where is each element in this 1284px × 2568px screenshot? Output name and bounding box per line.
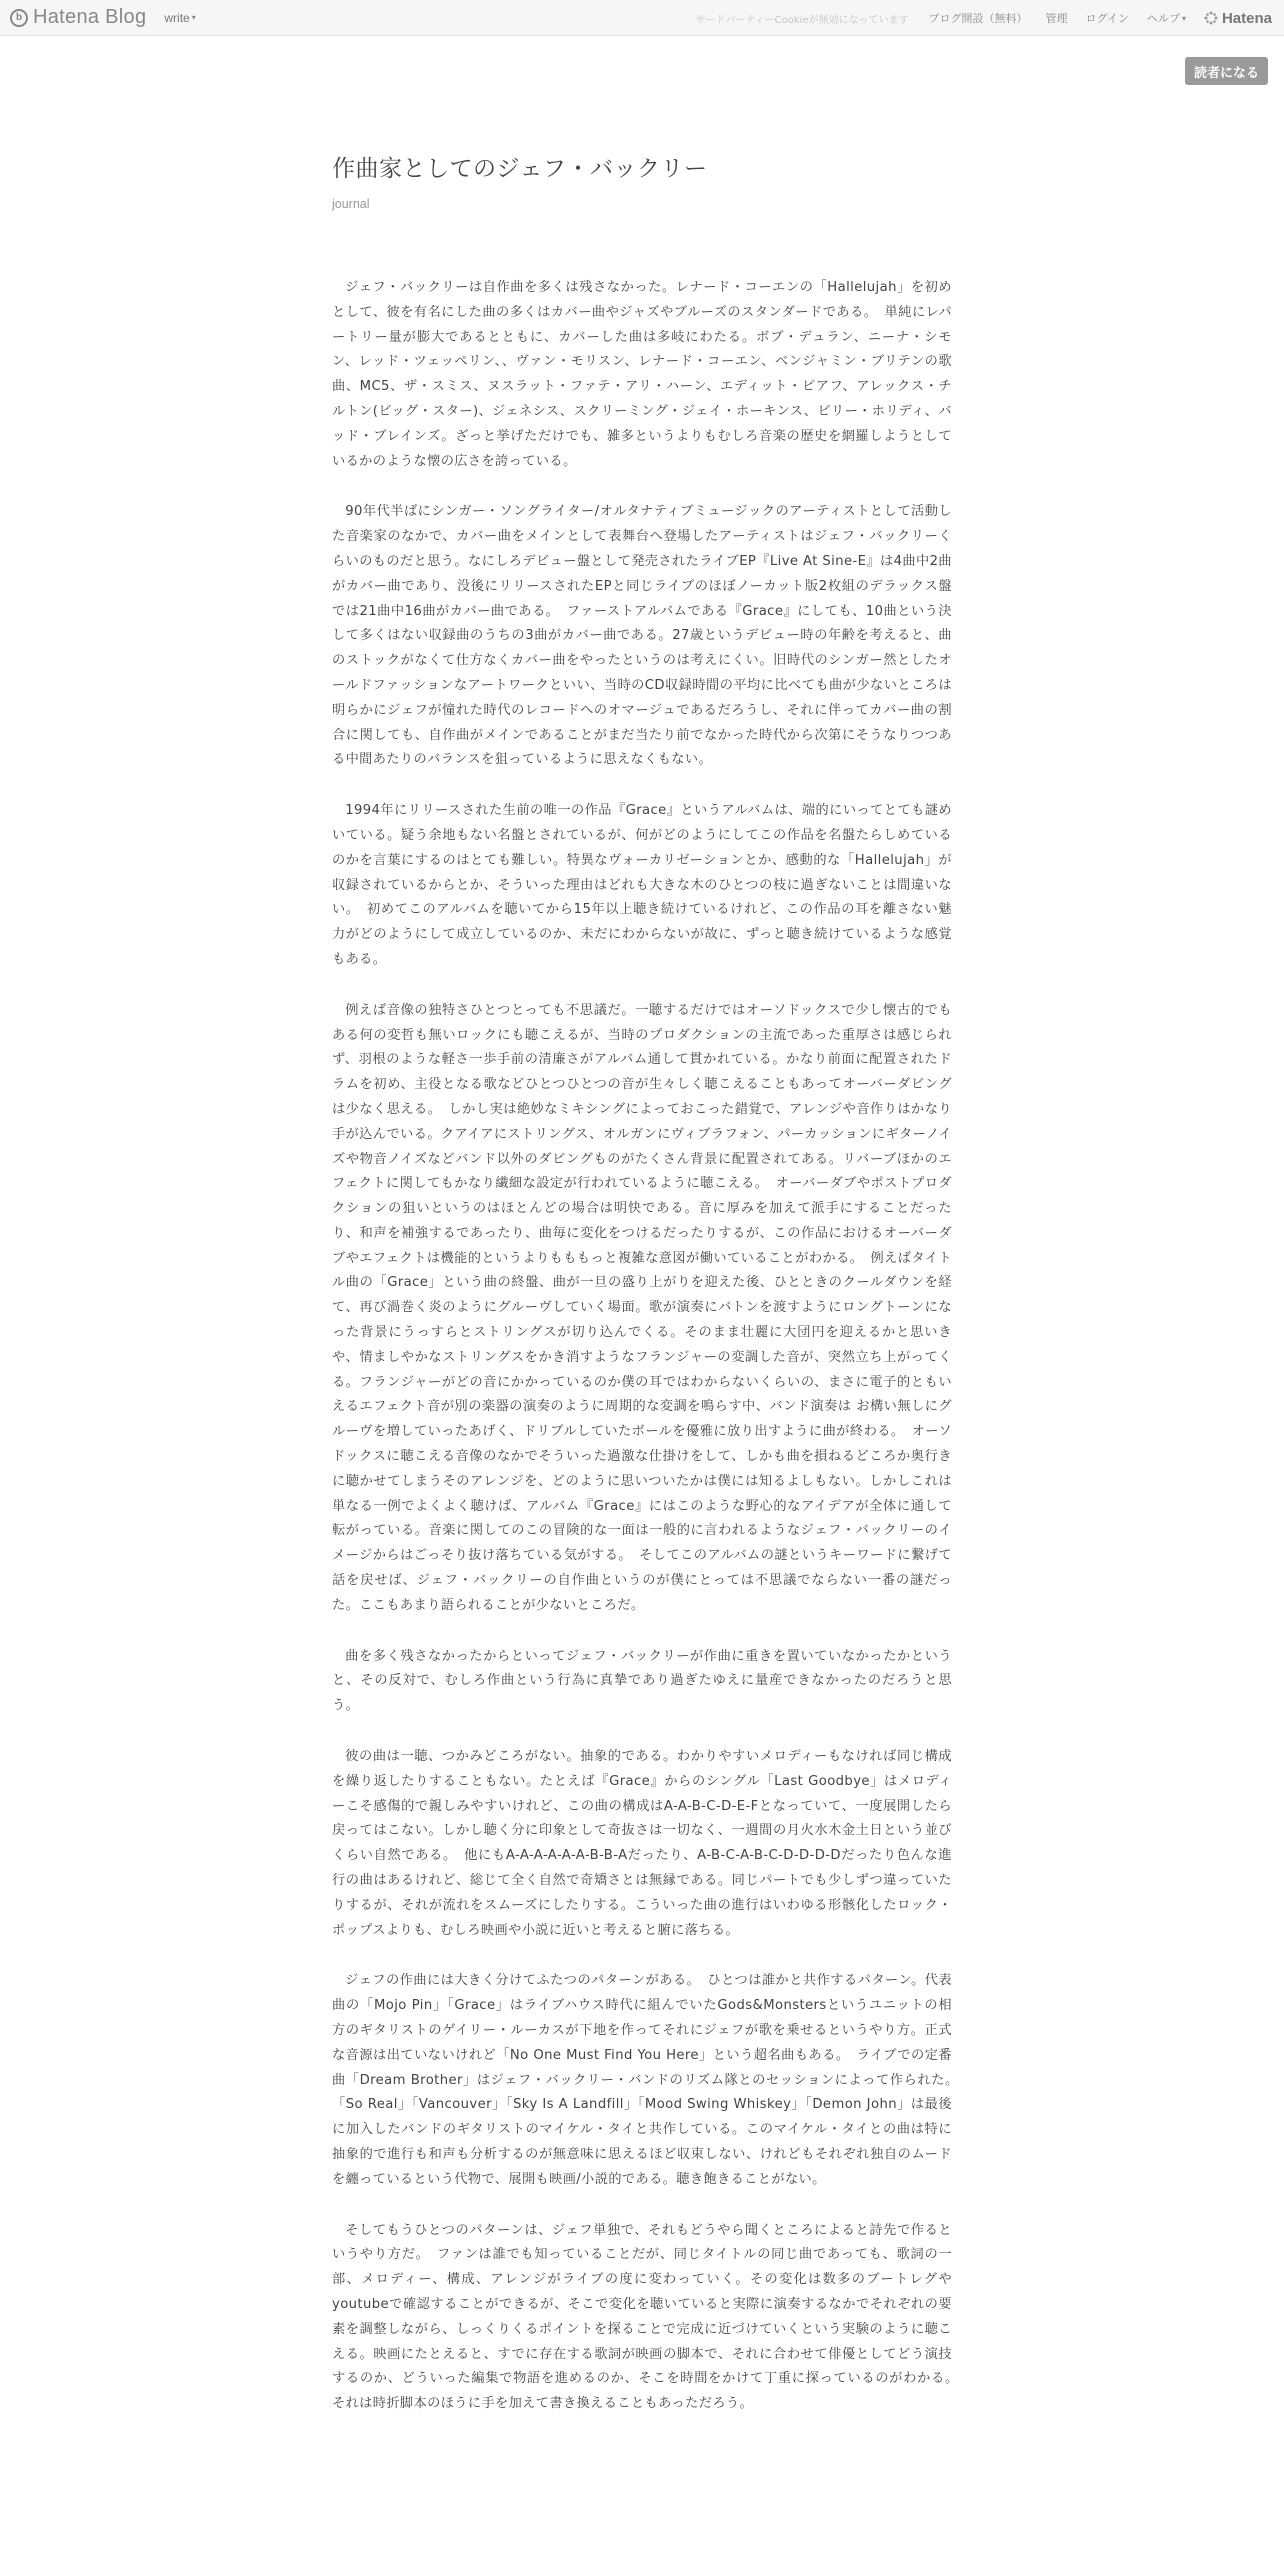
global-header (0, 0, 1284, 36)
hatena-blog-icon: b (10, 9, 28, 27)
header-right (696, 0, 1272, 36)
article-paragraph: 彼の曲は一聴、つかみどころがない。抽象的である。わかりやすいメロディーもなければ同じ構成を繰り返したりすることもない。たとえば『Grace』からのシングル「Last Goodbye」はメロディーこそ感傷的で親しみやすいけれど、この曲の構成はA-A-B-C-D-E-Fとなっていて、一度展開したら戻ってはこない。しかし聴く分に印象として奇抜さは一切なく、一週間の月火水木金土日という並びくらい自然である。 他にもA-A-A-A-A-A-B-B-Aだったり、A-B-C-A-B-C-D-D-D-Dだったり色んな進行の曲はあるけれど、総じて全く自然で奇矯さとは無縁である。同じパートでも少しずつ違っていたりするが、それが流れをスムーズにしたりする。こういった曲の進行はいわゆる形骸化したロック・ポップスよりも、むしろ映画や小説に近いと考えると腑に落ちる。 (332, 1749, 952, 1938)
cookie-notice: サードパーティーCookieが無効になっています (695, 14, 909, 26)
article-paragraph: ジェフの作曲には大きく分けてふたつのパターンがある。 ひとつは誰かと共作するパターン。代表曲の「Mojo Pin」「Grace」はライブハウス時代に組んでいたGods&Monstersというユニットの相方のギタリストのゲイリー・ルーカスが下地を作ってそれにジェフが歌を乗せるというやり方。正式な音源は出ていないけれど「No One Must Find You Here」という超名曲もある。 ライブでの定番曲「Dream Brother」はジェフ・バックリー・バンドのリズム隊とのセッションによって作られた。 「So Real」「Vancouver」「Sky Is A Landfill」「Mood Swing Whiskey」「Demon John」は最後に加入したバンドのギタリストのマイケル・タイと共作している。このマイケル・タイとの曲は特に抽象的で進行も和声も分析するのが無意味に思えるほど収束しない、けれどもそれぞれ独自のムードを纏っているという代物で、展開も映画/小説的である。聴き飽きることがない。 (332, 1973, 966, 2187)
entry-body (332, 276, 966, 2443)
nav-login[interactable]: ログイン (1085, 12, 1129, 25)
chevron-down-icon: ▾ (1181, 13, 1186, 23)
write-label: write (164, 10, 190, 25)
article-paragraph: そしてもうひとつのパターンは、ジェフ単独で、それもどうやら聞くところによると詩先で作るというやり方だ。 ファンは誰でも知っていることだが、同じタイトルの同じ曲であっても、歌詞の一部、メロディー、構成、アレンジがライブの度に変わっていく。その変化は数多のブートレグやyoutubeで確認することができるが、そこで変化を聴いていると実際に演奏するなかでそれぞれの要素を調整しながら、しっくりくるポイントを探ることで完成に近づけていくという実験のように聴こえる。映画にたとえると、すでに存在する歌詞が映画の脚本で、それに合わせて俳優としてどう演技するのか、どういった編集で物語を進めるのか、そこを時間をかけて丁重に探っているのがわかる。 それは時折脚本のほうに手を加えて書き換えることもあっただろう。 (332, 2222, 966, 2412)
blog-title[interactable]: 作曲家としてのジェフ・バックリー (332, 156, 708, 182)
subscribe-button[interactable]: 読者になる (1185, 57, 1268, 85)
blog-header (332, 150, 952, 211)
nav-admin[interactable]: 管理 (1045, 12, 1068, 25)
nav-open-blog[interactable]: ブログ開設（無料） (928, 12, 1028, 25)
article-paragraph: 90年代半ばにシンガー・ソングライター/オルタナティブミュージックのアーティストとして活動した音楽家のなかで、カバー曲をメインとして表舞台へ登場したアーティストはジェフ・バックリーくらいのものだと思う。なにしろデビュー盤として発売されたライブEP『Live At Sine-E』は4曲中2曲がカバー曲であり、没後にリリースされたEPと同じライブのほぼノーカット版2枚組のデラックス盤では21曲中16曲がカバー曲である。 ファーストアルバムである『Grace』にしても、10曲という決して多くはない収録曲のうちの3曲がカバー曲である。27歳というデビュー時の年齢を考えると、曲のストックがなくて仕方なくカバー曲をやったというのは考えにくい。旧時代のシンガー然としたオールドファッションなアートワークといい、当時のCD収録時間の平均に比べても曲が少ないところは明らかにジェフが憧れた時代のレコードへのオマージュであるだろうし、それに伴ってカバー曲の割合に関しても、自作曲がメインであることがまだ当たり前でなかった時代から次第にそうなりつつある中間あたりのバランスを狙っているように思えなくもない。 (332, 504, 952, 768)
hatena-logo-icon (1204, 11, 1218, 25)
hatena-logo[interactable] (1204, 10, 1272, 27)
article-paragraph: 1994年にリリースされた生前の唯一の作品『Grace』というアルバムは、端的にいってとても謎めいている。疑う余地もない名盤とされているが、何がどのようにしてこの作品を名盤たらしめているのかを言葉にするのはとても難しい。特異なヴォーカリゼーションとか、感動的な「Hallelujah」が収録されているからとか、そういった理由はどれも大きな木のひとつの枝に過ぎないことは間違いない。 初めてこのアルバムを聴いてから15年以上聴き続けているけれど、この作品の耳を離さない魅力がどのようにして成立しているのか、未だにわからないが故に、ずっと聴き続けているような感覚もある。 (332, 803, 952, 967)
nav-help[interactable] (1147, 10, 1186, 26)
blog-description: journal (332, 197, 370, 211)
article-paragraph: 例えば音像の独特さひとつとっても不思議だ。一聴するだけではオーソドックスで少し懐古的でもある何の変哲も無いロックにも聴こえるが、当時のプロダクションの主流であった重厚さは感じられず、羽根のような軽さ一歩手前の清廉さがアルバム通して貫かれている。かなり前面に配置されたドラムを初め、主役となる歌などひとつひとつの音が生々しく聴こえることもあってオーバーダビングは少なく思える。 しかし実は絶妙なミキシングによっておこった錯覚で、アレンジや音作りはかなり手が込んでいる。クアイアにストリングス、オルガンにヴィブラフォン、パーカッションにギターノイズや物音ノイズなどバンド以外のダビングものがたくさん背景に配置されてある。リバーブほかのエフェクトに関してもかなり繊細な設定が行われているように聴こえる。 オーバーダブやポストプロダクションの狙いというのはほとんどの場合は明快である。音に厚みを加えて派手にすることだったり、和声を補強するであったり、曲毎に変化をつけるだったりするが、この作品におけるオーバーダブやエフェクトは機能的というよりもももっと複雑な意図が働いていることがわかる。 例えばタイトル曲の「Grace」という曲の終盤、曲が一旦の盛り上がりを迎えた後、ひとときのクールダウンを経て、再び渦巻く炎のようにグルーヴしていく場面。歌が演奏にバトンを渡すようにロングトーンになった背景にうっすらとストリングスが切り込んでくる。そのまま壮麗に大団円を迎えるかと思いきや、情ましやかなストリングスをかき消すようなフランジャーの変調した音が、突然立ち上がってくる。フランジャーがどの音にかかっているのか僕の耳ではわからないくらいの、まさに電子的ともいえるエフェクト音が別の楽器の演奏のように周期的な変調を鳴らす中、バンド演奏は お構い無しにグルーヴを増していったあげく、ドリブルしていたボールを優雅に放り出すように曲が終わる。 オーソドックスに聴こえる音像のなかでそういった過激な仕掛けをして、しかも曲を損ねるどころか奥行きに聴かせてしまうそのアレンジを、どのように思いついたかは僕には知るよしもない。しかしこれは単なる一例でよくよく聴けば、アルバム『Grace』にはこのような野心的なアイデアが全体に通して転がっている。音楽に関してのこの冒険的な一面は一般的に言われるようなジェフ・バックリーのイメージからはごっそり抜け落ちている気がする。 そしてこのアルバムの謎というキーワードに繋げて話を戻せば、ジェフ・バックリーの自作曲というのが僕にとっては不思議でならない一番の謎だった。ここもあまり語られることが少ないところだ。 (332, 1002, 952, 1613)
article-paragraph: ジェフ・バックリーは自作曲を多くは残さなかった。レナード・コーエンの「Hallelujah」を初めとして、彼を有名にした曲の多くはカバー曲やジャズやブルーズのスタンダードである。 単純にレパートリー量が膨大であるとともに、カバーした曲は多岐にわたる。ボブ・デュラン、ニーナ・シモン、レッド・ツェッペリン、、ヴァン・モリスン、レナード・コーエン、ベンジャミン・ブリテンの歌曲、MC5、ザ・スミス、ヌスラット・ファテ・アリ・ハーン、エディット・ピアフ、アレックス・チルトン(ビッグ・スター)、ジェネシス、スクリーミング・ジェイ・ホーキンス、ビリー・ホリディ、バッド・ブレインズ。ざっと挙げただけでも、雑多というよりもむしろ音楽の歴史を網羅しようとしているかのような懐の広さを誇っている。 (332, 280, 952, 469)
nav-help-label: ヘルプ (1146, 12, 1180, 25)
hatena-blog-brand[interactable] (10, 0, 146, 36)
chevron-down-icon: ▾ (191, 13, 196, 22)
hatena-logo-text: Hatena (1221, 9, 1272, 27)
write-menu[interactable] (164, 11, 195, 25)
brand-text: Hatena Blog (33, 6, 147, 28)
article-paragraph: 曲を多く残さなかったからといってジェフ・バックリーが作曲に重きを置いていなかったかというと、その反対で、むしろ作曲という行為に真摯であり過ぎたゆえに量産できなかったのだろうと思う。 (332, 1648, 952, 1714)
